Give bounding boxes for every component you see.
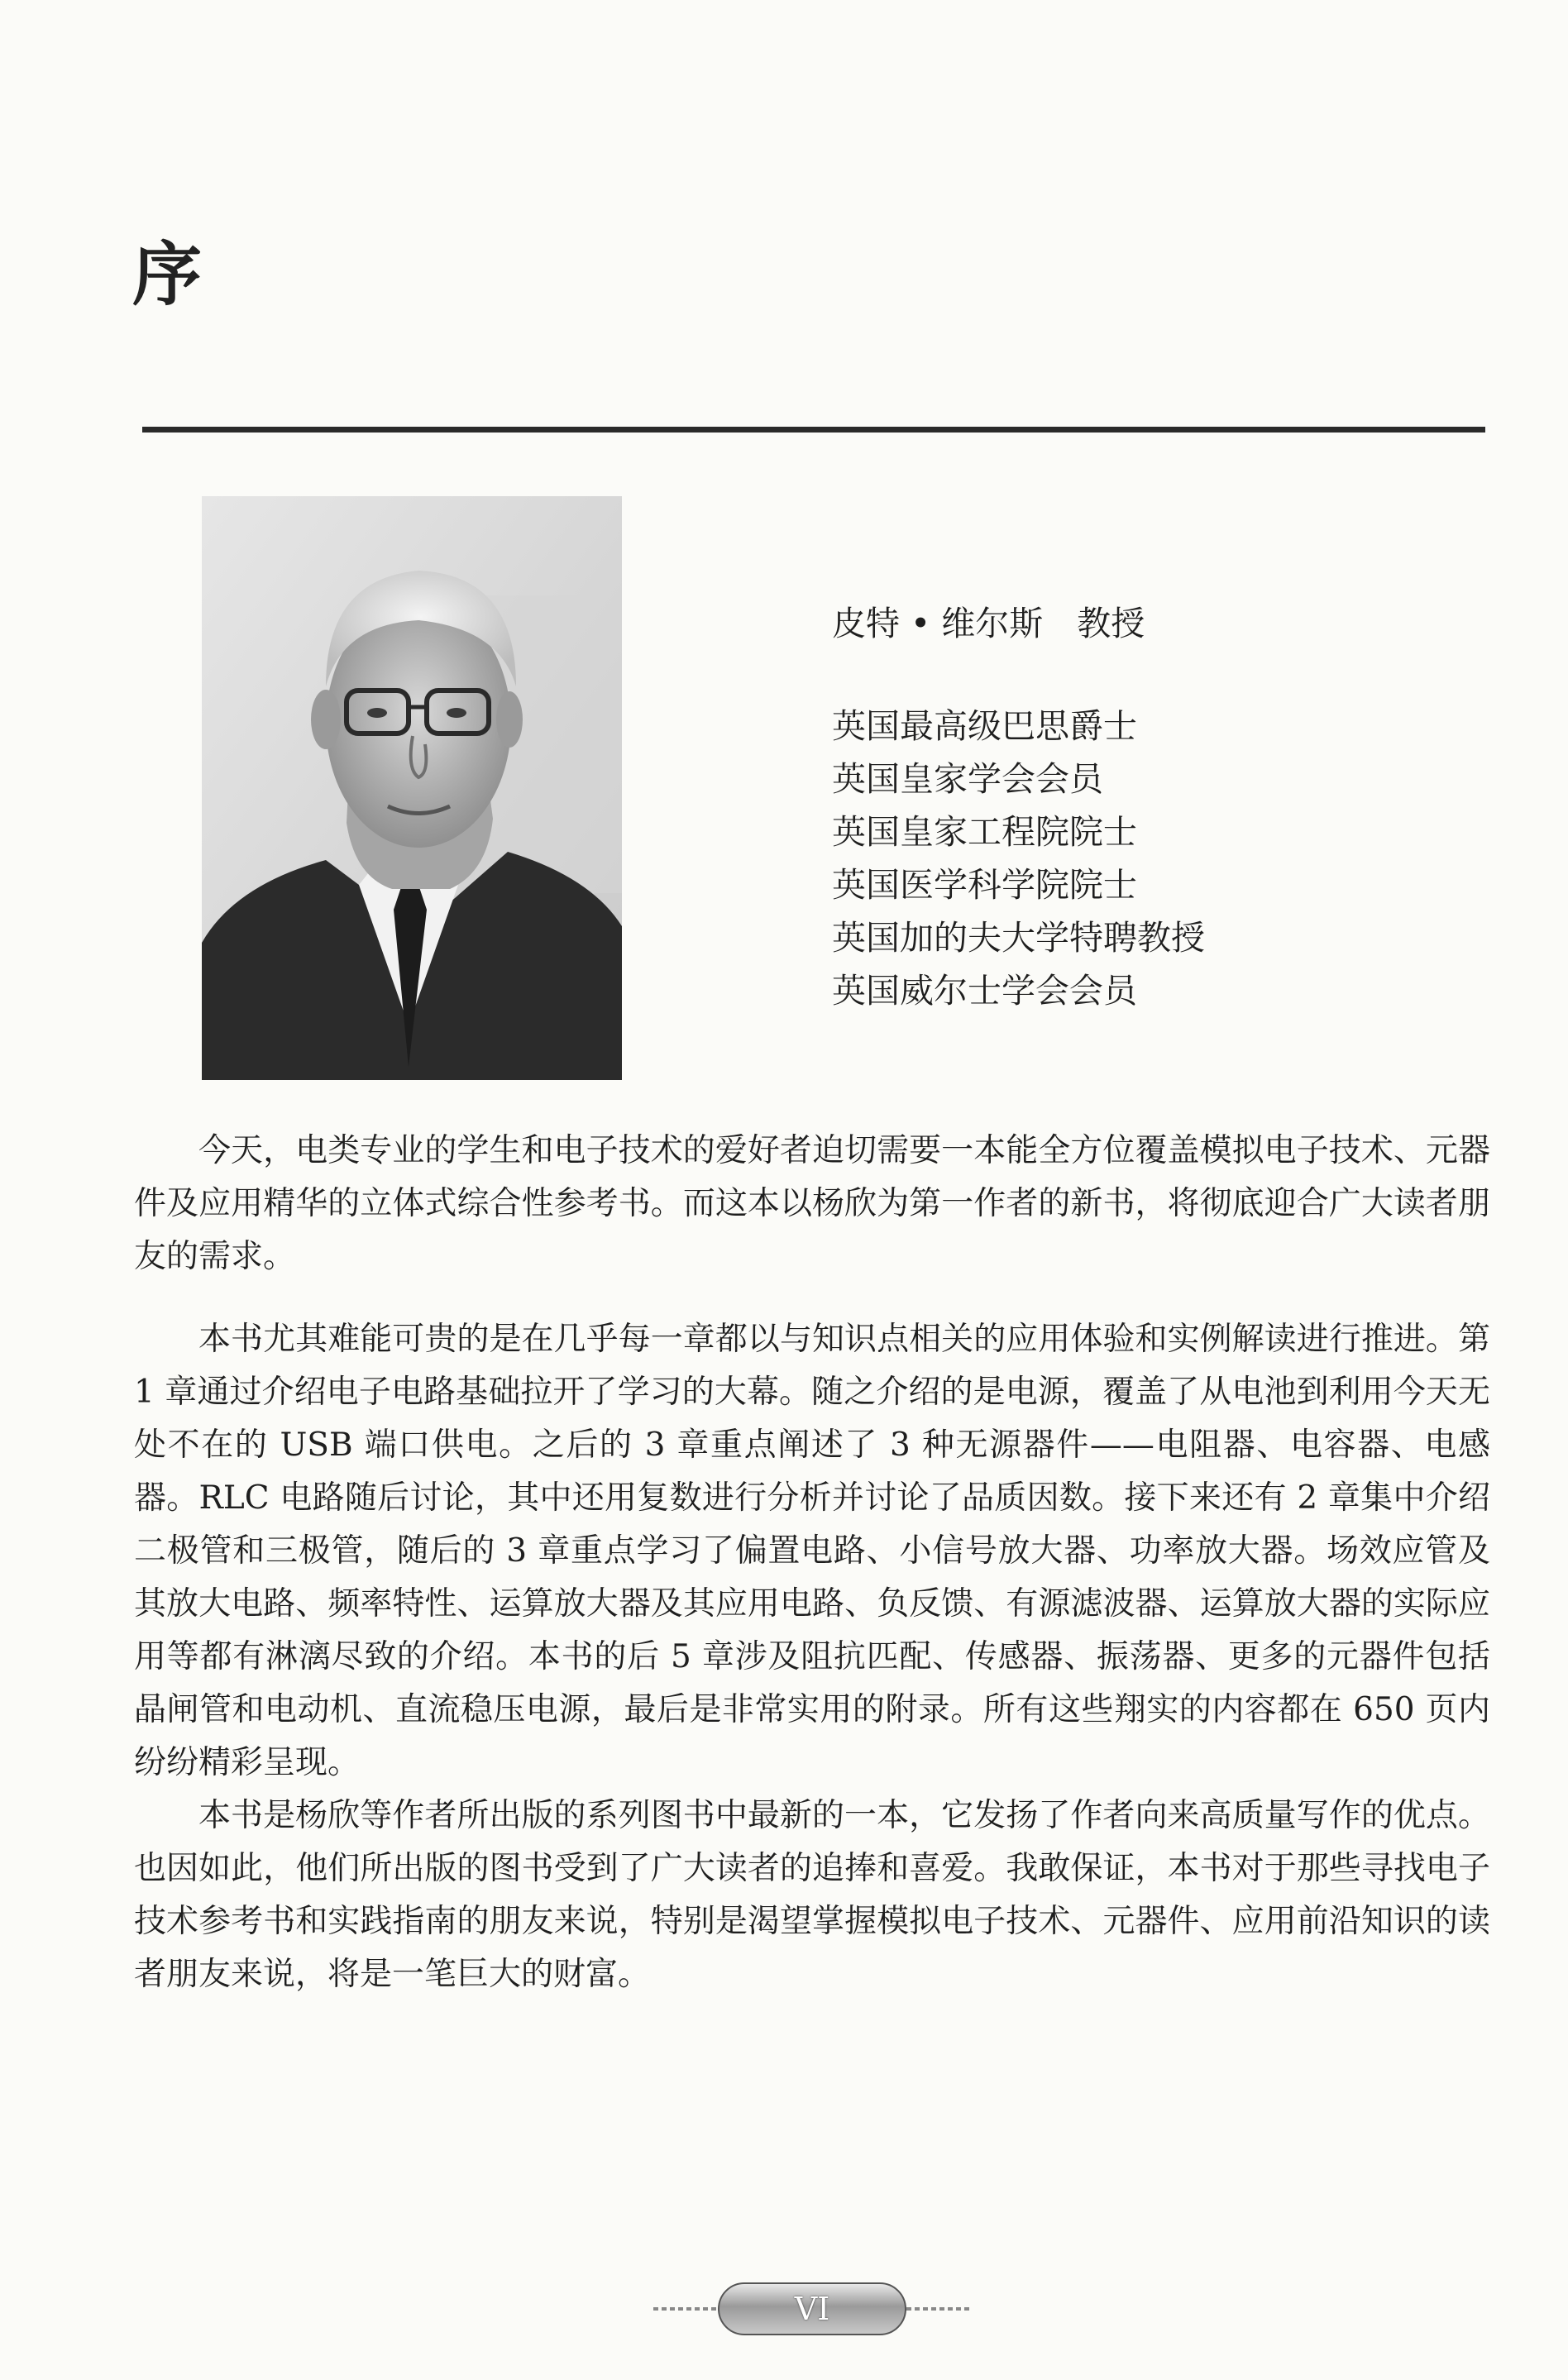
page-number: VI <box>794 2291 830 2327</box>
credential-item: 英国皇家学会会员 <box>832 759 1103 799</box>
credential-item: 英国最高级巴思爵士 <box>832 706 1137 746</box>
credential-item: 英国皇家工程院院士 <box>832 812 1137 852</box>
author-name: 皮特 • 维尔斯 教授 <box>832 604 1145 643</box>
credential-item: 英国医学科学院院士 <box>832 865 1137 905</box>
preface-paragraph: 本书尤其难能可贵的是在几乎每一章都以与知识点相关的应用体验和实例解读进行推进。第 1 章通过介绍电子电路基础拉开了学习的大幕。随之介绍的是电源，覆盖了从电池到利用今天无处不在的 USB 端口供电。之后的 3 章重点阐述了 3 种无源器件——电阻器、电容器、电感器。RLC 电路随后讨论，其中还用复数进行分析并讨论了品质因数。接下来还有 2 章集中介绍二极管和三极管，随后的 3 章重点学习了偏置电路、小信号放大器、功率放大器。场效应管及其放大电路、频率特性、运算放大器及其应用电路、负反馈、有源滤波器、运算放大器的实际应用等都有淋漓尽致的介绍。本书的后 5 章涉及阻抗匹配、传感器、振荡器、更多的元器件包括晶闸管和电动机、直流稳压电源，最后是非常实用的附录。所有这些翔实的内容都在 650 页内纷纷精彩呈现。 <box>134 1321 1490 1781</box>
preface-body <box>134 1125 1490 2001</box>
page-number-badge <box>718 2282 906 2335</box>
page-title: 序 <box>132 234 203 315</box>
credential-item: 英国加的夫大学特聘教授 <box>832 918 1205 958</box>
page-number-streak-left <box>653 2307 718 2311</box>
page-number-streak-right <box>906 2307 973 2311</box>
credential-item: 英国威尔士学会会员 <box>832 971 1137 1011</box>
preface-paragraph: 今天，电类专业的学生和电子技术的爱好者迫切需要一本能全方位覆盖模拟电子技术、元器件及应用精华的立体式综合性参考书。而这本以杨欣为第一作者的新书，将彻底迎合广大读者朋友的需求。 <box>134 1132 1490 1275</box>
author-portrait <box>202 496 622 1080</box>
preface-paragraph: 本书是杨欣等作者所出版的系列图书中最新的一本，它发扬了作者向来高质量写作的优点。也因如此，他们所出版的图书受到了广大读者的追捧和喜爱。我敢保证，本书对于那些寻找电子技术参考书和实践指南的朋友来说，特别是渴望掌握模拟电子技术、元器件、应用前沿知识的读者朋友来说，将是一笔巨大的财富。 <box>134 1797 1490 1993</box>
author-block <box>832 597 1460 1017</box>
title-divider <box>142 427 1485 433</box>
